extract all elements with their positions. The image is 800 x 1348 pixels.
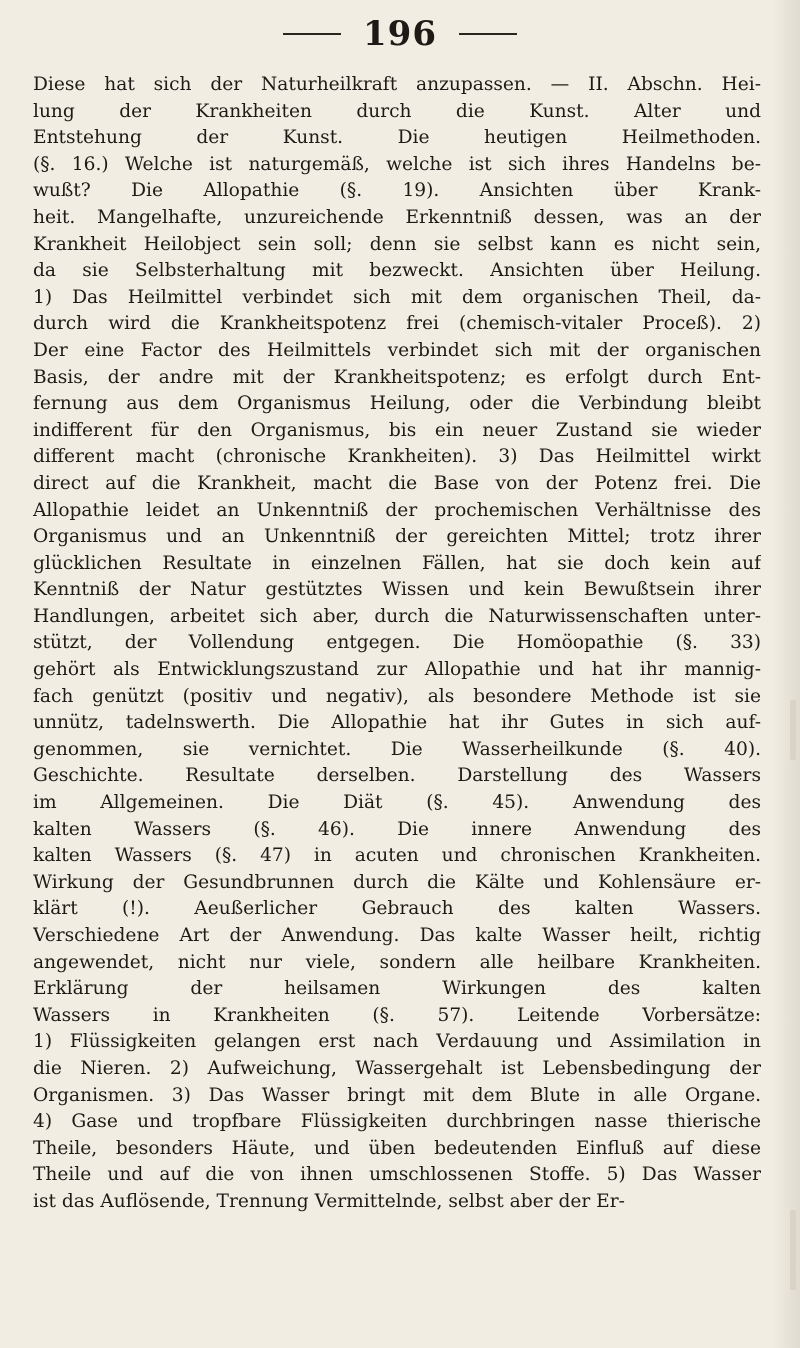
text-line: ist das Auflösende, Trennung Vermittelnde, selbst aber der Er- [33,1190,625,1212]
text-line: direct auf die Krankheit, macht die Base von der Potenz frei. Die [33,472,761,494]
header-rule-left [283,33,341,35]
text-line: genommen, sie vernichtet. Die Wasserheilkunde (§. 40). [33,738,761,760]
text-line: im Allgemeinen. Die Diät (§. 45). Anwendung des [33,792,761,814]
page-number: 196 [363,14,437,54]
text-line: Allopathie leidet an Unkenntniß der prochemischen Verhältnisse des [33,499,761,521]
text-line: Theile, besonders Häute, und üben bedeutenden Einfluß auf diese [33,1137,761,1159]
text-line: kalten Wassers (§. 46). Die innere Anwendung des [33,818,761,840]
text-line: klärt (!). Aeußerlicher Gebrauch des kalten Wassers. [33,898,761,920]
body-text [33,72,761,1216]
text-line: fach genützt (positiv und negativ), als besondere Methode ist sie [33,685,761,707]
page-edge-shadow [772,0,800,1348]
text-line: Organismus und an Unkenntniß der gereichten Mittel; trotz ihrer [33,526,761,548]
text-line: Theile und auf die von ihnen umschlossenen Stoffe. 5) Das Wasser [33,1164,761,1186]
text-line: Basis, der andre mit der Krankheitspotenz; es erfolgt durch Ent- [33,366,761,388]
text-line: wußt? Die Allopathie (§. 19). Ansichten über Krank- [33,180,761,202]
text-line: fernung aus dem Organismus Heilung, oder die Verbindung bleibt [33,393,761,415]
text-line: glücklichen Resultate in einzelnen Fällen, hat sie doch kein auf [33,552,761,574]
text-line: Diese hat sich der Naturheilkraft anzupassen. — II. Abschn. Hei- [33,74,761,95]
text-line: 1) Das Heilmittel verbindet sich mit dem organischen Theil, da- [33,286,761,308]
text-line: lung der Krankheiten durch die Kunst. Alter und [33,100,761,122]
text-line: Krankheit Heilobject sein soll; denn sie selbst kann es nicht sein, [33,233,761,255]
text-line: different macht (chronische Krankheiten). 3) Das Heilmittel wirkt [33,446,761,468]
text-line: kalten Wassers (§. 47) in acuten und chronischen Krankheiten. [33,845,761,867]
text-line: Wassers in Krankheiten (§. 57). Leitende Vorbersätze: [33,1004,761,1026]
text-line: Organismen. 3) Das Wasser bringt mit dem Blute in alle Organe. [33,1084,761,1106]
text-line: 4) Gase und tropfbare Flüssigkeiten durchbringen nasse thierische [33,1111,761,1133]
text-line: heit. Mangelhafte, unzureichende Erkenntniß dessen, was an der [33,206,761,228]
page-edge-mark [790,700,796,760]
text-line: Geschichte. Resultate derselben. Darstellung des Wassers [33,765,761,787]
text-line: die Nieren. 2) Aufweichung, Wassergehalt ist Lebensbedingung der [33,1057,761,1079]
text-line: 1) Flüssigkeiten gelangen erst nach Verdauung und Assimilation in [33,1031,761,1053]
page-header [0,14,800,54]
page-edge-mark [790,1210,796,1290]
text-line: Verschiedene Art der Anwendung. Das kalte Wasser heilt, richtig [33,925,761,946]
text-line: stützt, der Vollendung entgegen. Die Homöopathie (§. 33) [33,632,761,654]
header-rule-right [459,33,517,35]
text-line: Handlungen, arbeitet sich aber, durch die Naturwissenschaften unter- [33,605,761,627]
text-line: durch wird die Krankheitspotenz frei (chemisch-vitaler Proceß). 2) [33,313,761,335]
text-line: da sie Selbsterhaltung mit bezweckt. Ansichten über Heilung. [33,260,761,282]
text-line: Wirkung der Gesundbrunnen durch die Kälte und Kohlensäure er- [33,871,761,893]
text-line: Entstehung der Kunst. Die heutigen Heilmethoden. [33,127,761,149]
text-line: Der eine Factor des Heilmittels verbindet sich mit der organischen [33,339,761,361]
text-line: gehört als Entwicklungszustand zur Allopathie und hat ihr mannig- [33,659,761,681]
text-line: Erklärung der heilsamen Wirkungen des kalten [33,978,761,1000]
text-line: (§. 16.) Welche ist naturgemäß, welche ist sich ihres Handelns be- [33,153,761,175]
text-line: Kenntniß der Natur gestütztes Wissen und kein Bewußtsein ihrer [33,579,761,601]
text-line: indifferent für den Organismus, bis ein neuer Zustand sie wieder [33,419,761,441]
text-line: angewendet, nicht nur viele, sondern alle heilbare Krankheiten. [33,951,761,973]
text-line: unnütz, tadelnswerth. Die Allopathie hat ihr Gutes in sich auf- [33,712,761,734]
